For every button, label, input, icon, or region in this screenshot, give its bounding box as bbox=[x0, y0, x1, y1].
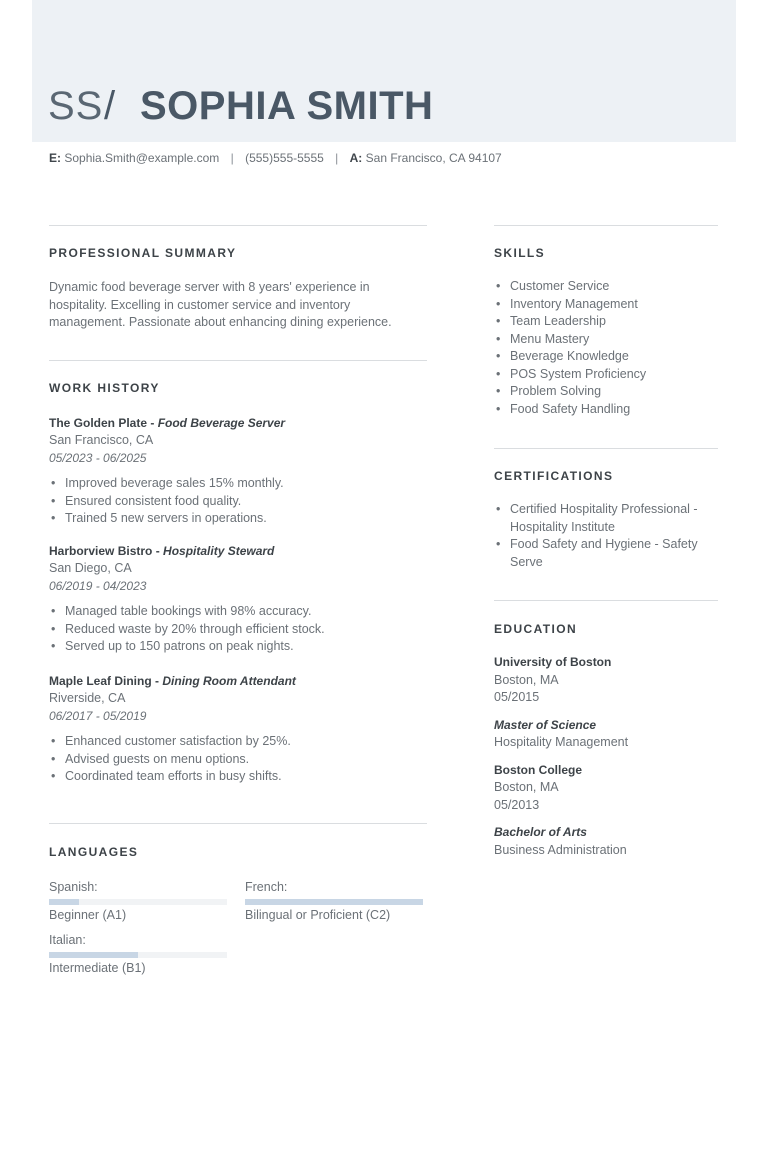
proficiency-bar-fill bbox=[49, 952, 138, 958]
degree-name: Bachelor of Arts bbox=[494, 825, 587, 839]
list-item: • Managed table bookings with 98% accuracy. bbox=[49, 603, 419, 621]
section-divider bbox=[494, 225, 718, 226]
language-entry bbox=[49, 932, 227, 976]
graduation-date: 05/2013 bbox=[494, 797, 540, 812]
section-divider bbox=[494, 600, 718, 601]
job-dash: - bbox=[147, 416, 158, 430]
list-item: • Menu Mastery bbox=[494, 331, 718, 349]
contact-divider: | bbox=[335, 151, 339, 165]
skills-list bbox=[494, 278, 718, 418]
list-item: • POS System Proficiency bbox=[494, 366, 718, 384]
certifications-heading: CERTIFICATIONS bbox=[494, 469, 614, 483]
job-heading bbox=[49, 673, 419, 690]
email-label: E: bbox=[49, 151, 61, 165]
job-heading bbox=[49, 543, 419, 560]
language-entry bbox=[245, 879, 423, 923]
summary-text: Dynamic food beverage server with 8 years' experience in hospitality. Excelling in customer service and inventory management. Passionate about enhancing dining experience. bbox=[49, 280, 392, 329]
list-item: • Improved beverage sales 15% monthly. bbox=[49, 475, 419, 493]
education-entry bbox=[494, 654, 718, 707]
job-dash: - bbox=[152, 544, 164, 558]
language-name: French: bbox=[245, 880, 288, 894]
certifications-list bbox=[494, 501, 718, 571]
language-entry bbox=[49, 879, 227, 923]
list-item: • Food Safety Handling bbox=[494, 401, 718, 419]
job-entry bbox=[49, 543, 419, 656]
list-item: • Trained 5 new servers in operations. bbox=[49, 510, 419, 528]
section-divider bbox=[49, 360, 427, 361]
contact-divider: | bbox=[230, 151, 234, 165]
job-role: Dining Room Attendant bbox=[162, 674, 296, 688]
job-location: San Diego, CA bbox=[49, 561, 132, 575]
proficiency-bar bbox=[245, 899, 423, 905]
education-entry bbox=[494, 762, 718, 815]
list-item: • Coordinated team efforts in busy shifts. bbox=[49, 768, 419, 786]
address-value: San Francisco, CA 94107 bbox=[365, 151, 502, 165]
section-divider bbox=[49, 823, 427, 824]
languages-heading: LANGUAGES bbox=[49, 845, 139, 859]
contact-line bbox=[49, 150, 502, 166]
job-role: Food Beverage Server bbox=[157, 416, 286, 430]
education-heading: EDUCATION bbox=[494, 622, 578, 636]
job-heading bbox=[49, 415, 419, 432]
job-bullets bbox=[49, 603, 419, 656]
job-company: Harborview Bistro bbox=[49, 544, 153, 558]
skills-heading: SKILLS bbox=[494, 246, 546, 260]
job-dates: 06/2017 - 05/2019 bbox=[49, 708, 147, 723]
degree-field: Business Administration bbox=[494, 842, 627, 857]
address-label: A: bbox=[349, 151, 363, 165]
list-item: • Advised guests on menu options. bbox=[49, 751, 419, 769]
proficiency-bar bbox=[49, 952, 227, 958]
school-name: University of Boston bbox=[494, 655, 612, 669]
job-location: San Francisco, CA bbox=[49, 433, 154, 447]
work-history-heading: WORK HISTORY bbox=[49, 381, 160, 395]
list-item: • Team Leadership bbox=[494, 313, 718, 331]
candidate-name: SOPHIA SMITH bbox=[140, 84, 434, 128]
language-level: Bilingual or Proficient (C2) bbox=[245, 908, 391, 922]
language-level: Intermediate (B1) bbox=[49, 961, 146, 975]
job-company: Maple Leaf Dining bbox=[49, 674, 152, 688]
list-item: • Customer Service bbox=[494, 278, 718, 296]
list-item: • Inventory Management bbox=[494, 296, 718, 314]
email-value: Sophia.Smith@example.com bbox=[64, 151, 220, 165]
proficiency-bar-fill bbox=[245, 899, 423, 905]
job-dates: 06/2019 - 04/2023 bbox=[49, 578, 147, 593]
list-item: • Beverage Knowledge bbox=[494, 348, 718, 366]
language-level: Beginner (A1) bbox=[49, 908, 127, 922]
section-divider bbox=[49, 225, 427, 226]
school-location: Boston, MA bbox=[494, 780, 559, 794]
section-divider bbox=[494, 448, 718, 449]
job-bullets bbox=[49, 475, 419, 528]
initials-monogram: SS bbox=[48, 84, 104, 128]
job-entry bbox=[49, 415, 419, 528]
job-dates: 05/2023 - 06/2025 bbox=[49, 450, 147, 465]
graduation-date: 05/2015 bbox=[494, 690, 540, 704]
education-list bbox=[494, 654, 718, 869]
school-name: Boston College bbox=[494, 762, 583, 777]
list-item: • Enhanced customer satisfaction by 25%. bbox=[49, 733, 419, 751]
list-item: • Problem Solving bbox=[494, 383, 718, 401]
school-location: Boston, MA bbox=[494, 672, 559, 687]
name-separator: / bbox=[104, 84, 116, 128]
proficiency-bar-fill bbox=[49, 899, 79, 905]
list-item: • Reduced waste by 20% through efficient stock. bbox=[49, 621, 419, 639]
list-item: • Served up to 150 patrons on peak nights. bbox=[49, 638, 419, 656]
job-role: Hospitality Steward bbox=[163, 544, 275, 558]
language-name: Italian: bbox=[49, 933, 86, 947]
job-company: The Golden Plate bbox=[49, 416, 148, 430]
list-item: • Ensured consistent food quality. bbox=[49, 493, 419, 511]
degree-name: Master of Science bbox=[494, 717, 597, 732]
degree-entry bbox=[494, 717, 718, 752]
job-location: Riverside, CA bbox=[49, 691, 126, 705]
job-bullets bbox=[49, 733, 419, 786]
list-item: • Certified Hospitality Professional - Hospitality Institute bbox=[494, 501, 718, 536]
list-item: • Food Safety and Hygiene - Safety Serve bbox=[494, 536, 718, 571]
language-name: Spanish: bbox=[49, 880, 98, 894]
job-dash: - bbox=[151, 674, 163, 688]
degree-field: Hospitality Management bbox=[494, 735, 629, 749]
degree-entry bbox=[494, 824, 718, 859]
summary-heading: PROFESSIONAL SUMMARY bbox=[49, 246, 237, 260]
proficiency-bar bbox=[49, 899, 227, 905]
phone-value: (555)555-5555 bbox=[245, 151, 324, 165]
job-entry bbox=[49, 673, 419, 786]
